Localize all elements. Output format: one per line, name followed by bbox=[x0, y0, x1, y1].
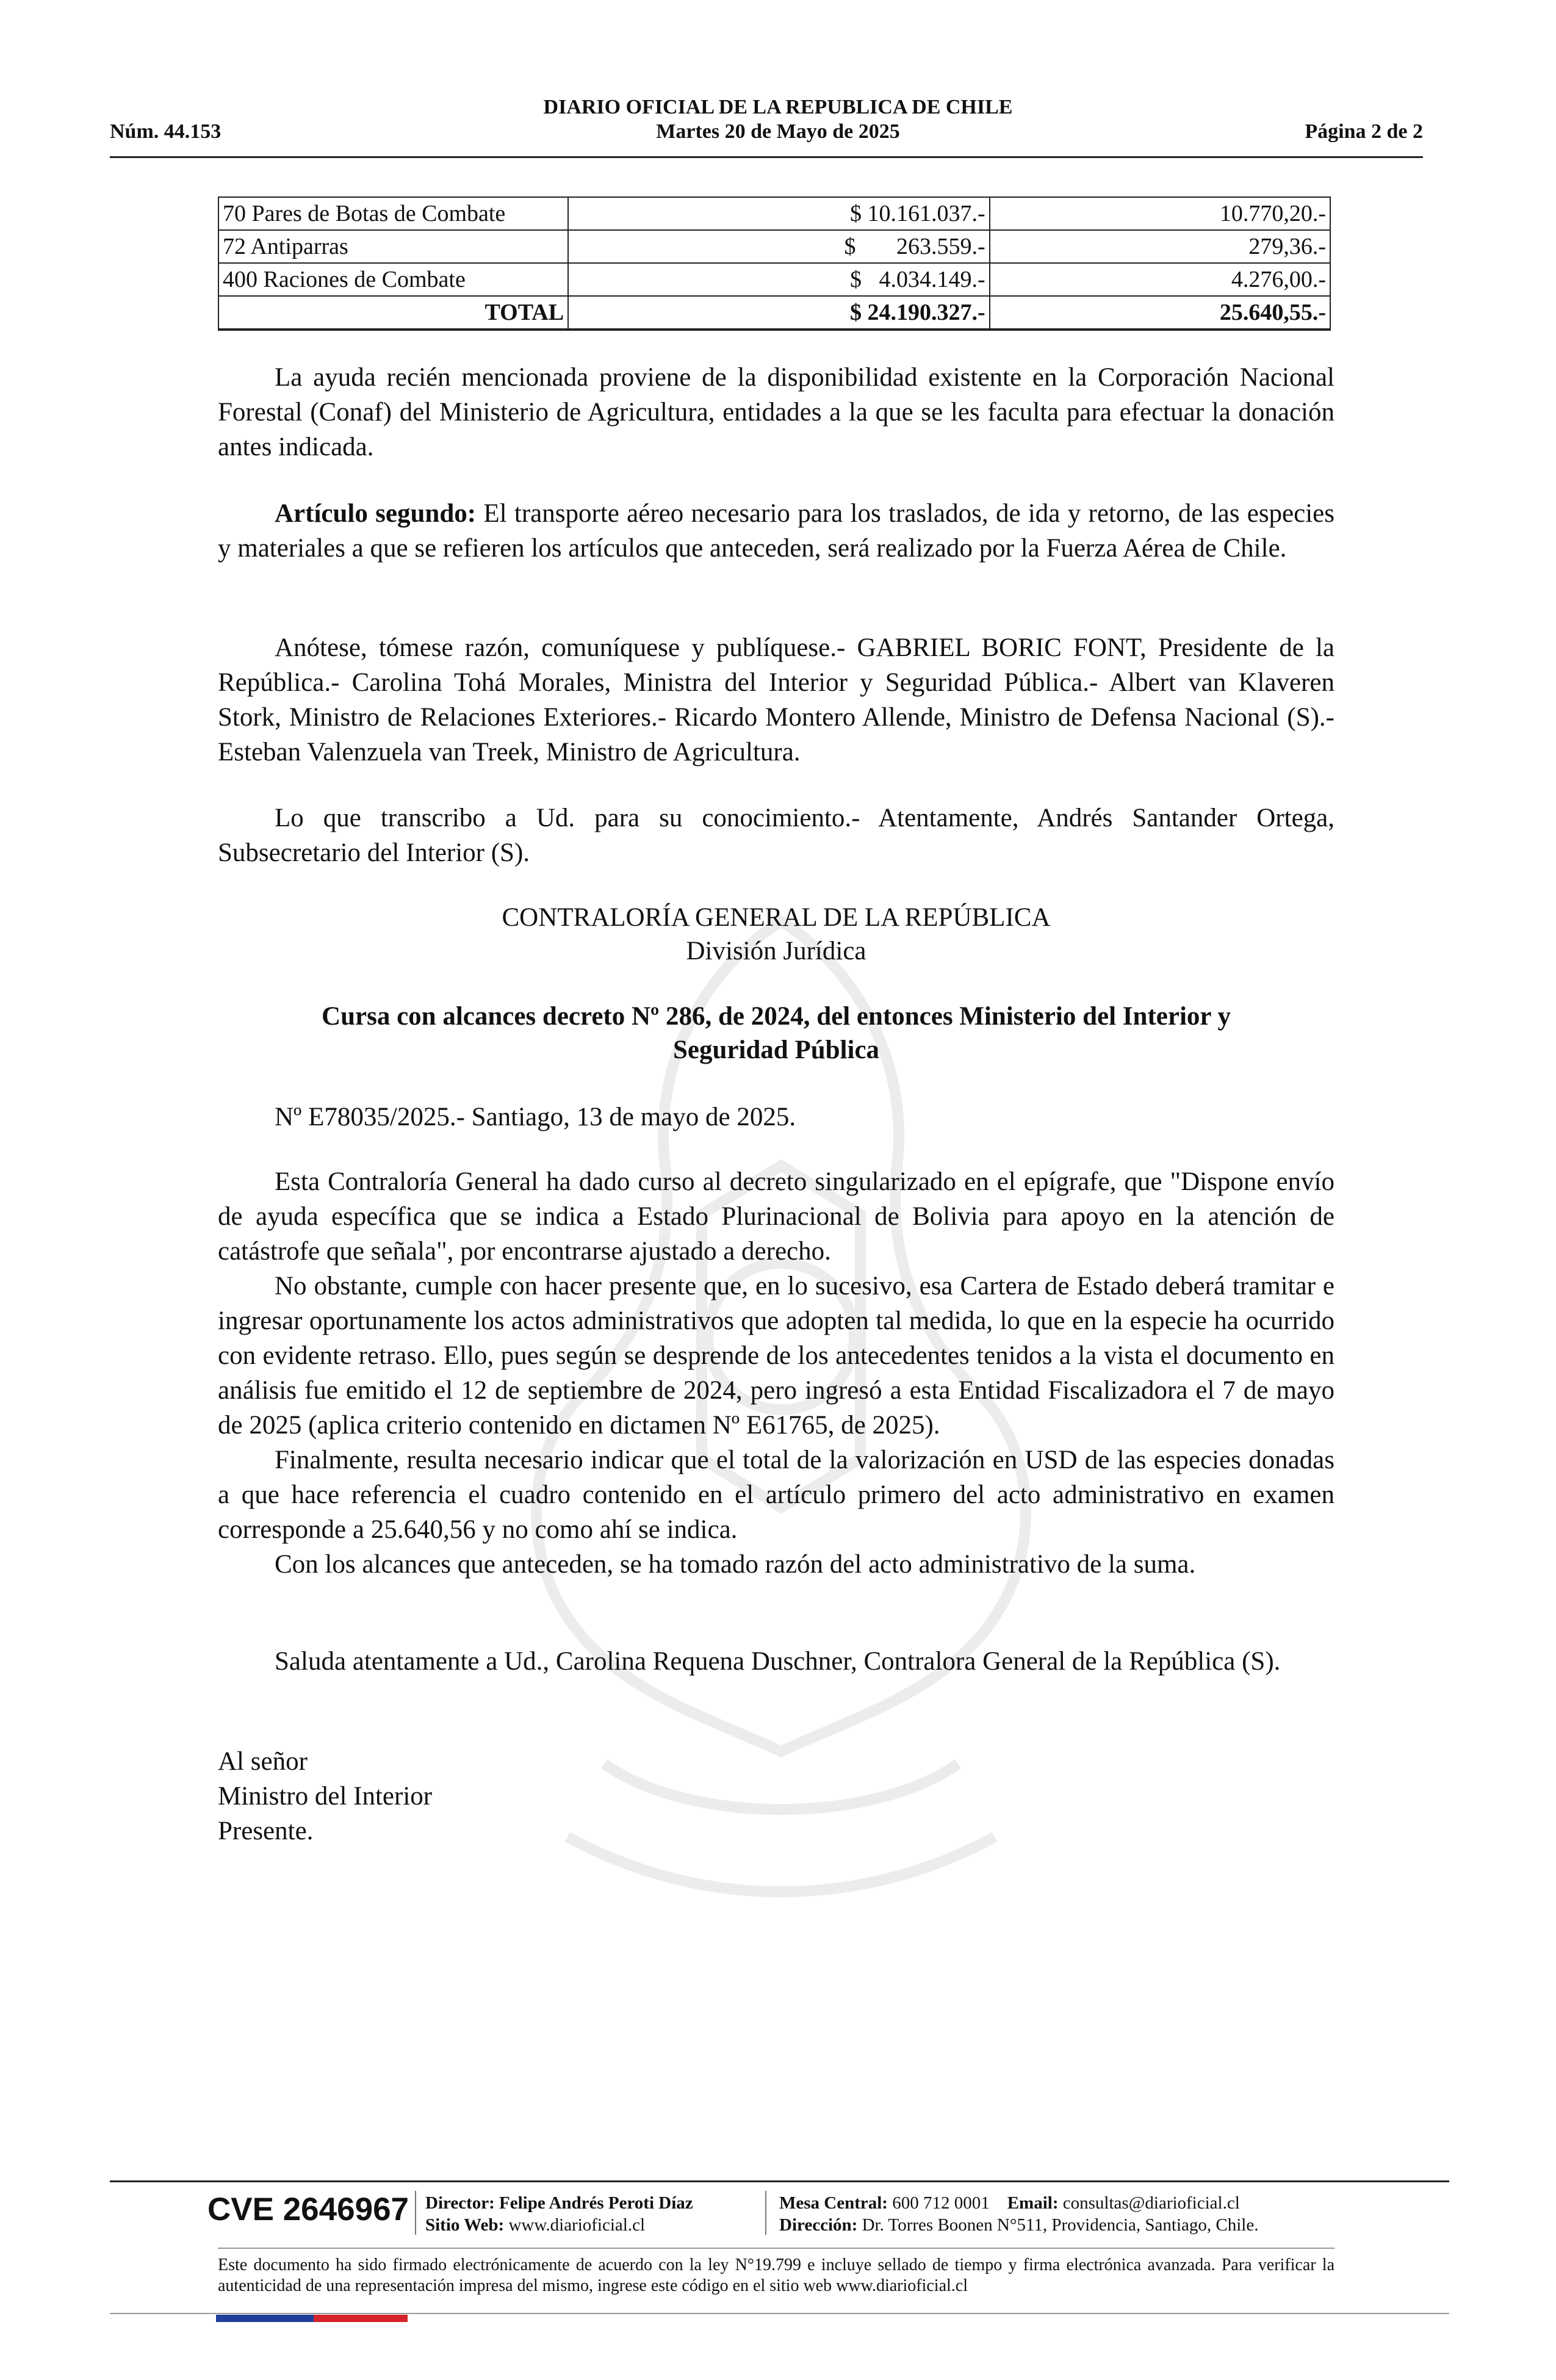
footer-divider bbox=[765, 2191, 766, 2235]
paragraph-transcription bbox=[218, 801, 1334, 870]
flag-stripe-blue bbox=[216, 2315, 314, 2322]
flag-stripe-red bbox=[314, 2315, 408, 2322]
paragraph-article-two bbox=[218, 496, 1334, 566]
reference-line bbox=[218, 1100, 1334, 1134]
article-text: El transporte aéreo necesario para los traslados, de ida y retorno, de las especies y materiales a que se refieren los artículos que anteceden, será realizado por la Fuerza Aérea de Chile. bbox=[218, 499, 1334, 563]
paragraph-text: La ayuda recién mencionada proviene de la disponibilidad existente en la Corporación Nacional Forestal (Conaf) del Ministerio de Agricultura, entidades a la que se les faculta para efectuar la donación antes indicada. bbox=[218, 363, 1334, 461]
page-number: Página 2 de 2 bbox=[1305, 120, 1423, 143]
address-label: Dirección: bbox=[779, 2215, 858, 2235]
footer-director-block bbox=[425, 2192, 693, 2236]
legal-notice: Este documento ha sido firmado electrónicamente de acuerdo con la ley N°19.799 e incluye sellado de tiempo y firma electrónica avanzada. Para verificar la autenticidad de una representación impresa del mismo, ingrese este código en el sitio web www.diarioficial.cl bbox=[218, 2256, 1334, 2295]
usd-cell: 10.770,20.- bbox=[990, 197, 1330, 230]
paragraph-decree bbox=[218, 1164, 1334, 1582]
item-cell: 72 Antiparras bbox=[218, 230, 568, 263]
section-heading-line1: Cursa con alcances decreto Nº 286, de 2024, del entonces Ministerio del Interior y bbox=[322, 1002, 1231, 1031]
clp-cell: $ 4.034.149.- bbox=[568, 263, 990, 296]
paragraph-text: Finalmente, resulta necesario indicar que el total de la valorización en USD de las especies donadas a que hace referencia el cuadro contenido en el artículo primero del acto administrativo en examen corresponde a 25.640,56 y no como ahí se indica. bbox=[218, 1446, 1334, 1544]
header-rule bbox=[110, 156, 1423, 158]
director-name: Felipe Andrés Peroti Díaz bbox=[499, 2193, 693, 2213]
paragraph-text: Esta Contraloría General ha dado curso al decreto singularizado en el epígrafe, que "Dispone envío de ayuda específica que se indica a Estado Plurinacional de Bolivia para apoyo en la atención de catástrofe que señala", por encontrarse ajustado a derecho. bbox=[218, 1167, 1334, 1266]
donation-table bbox=[218, 197, 1331, 331]
total-usd: 25.640,55.- bbox=[990, 296, 1330, 330]
paragraph-closing bbox=[218, 1644, 1334, 1679]
footer-rule-top bbox=[110, 2180, 1449, 2182]
paragraph-signatories bbox=[218, 630, 1334, 770]
usd-cell: 279,36.- bbox=[990, 230, 1330, 263]
site-link[interactable]: www.diarioficial.cl bbox=[508, 2215, 646, 2235]
footer-rule-bottom bbox=[110, 2313, 1449, 2314]
item-cell: 400 Raciones de Combate bbox=[218, 263, 568, 296]
cve-code: CVE 2646967 bbox=[207, 2191, 409, 2227]
paragraph-text: Lo que transcribo a Ud. para su conocimiento.- Atentamente, Andrés Santander Ortega, Subsecretario del Interior (S). bbox=[218, 804, 1334, 867]
addressee-line: Presente. bbox=[218, 1817, 314, 1845]
table-row bbox=[218, 197, 1330, 230]
address-value: Dr. Torres Boonen N°511, Providencia, Santiago, Chile. bbox=[862, 2215, 1259, 2235]
mesa-label: Mesa Central: bbox=[779, 2193, 888, 2213]
table-row bbox=[218, 263, 1330, 296]
email-link[interactable]: consultas@diarioficial.cl bbox=[1062, 2193, 1240, 2213]
issue-number: Núm. 44.153 bbox=[110, 120, 222, 143]
footer-divider bbox=[415, 2191, 416, 2235]
usd-cell: 4.276,00.- bbox=[990, 263, 1330, 296]
clp-cell: $ 263.559.- bbox=[568, 230, 990, 263]
total-label: TOTAL bbox=[218, 296, 568, 330]
paragraph-text: Con los alcances que anteceden, se ha tomado razón del acto administrativo de la suma. bbox=[275, 1550, 1196, 1579]
paragraph-funding bbox=[218, 360, 1334, 464]
table-total-row bbox=[218, 296, 1330, 330]
clp-cell: $ 10.161.037.- bbox=[568, 197, 990, 230]
footer-contact-block bbox=[779, 2192, 1258, 2236]
section-heading-line2: Seguridad Pública bbox=[672, 1036, 880, 1064]
reference-text: Nº E78035/2025.- Santiago, 13 de mayo de 2025. bbox=[275, 1103, 796, 1131]
director-label: Director: bbox=[425, 2193, 495, 2213]
org-division: División Jurídica bbox=[686, 937, 866, 965]
email-label: Email: bbox=[1007, 2193, 1059, 2213]
table-row bbox=[218, 230, 1330, 263]
issue-date: Martes 20 de Mayo de 2025 bbox=[656, 120, 900, 143]
paragraph-text: Anótese, tómese razón, comuníquese y publíquese.- GABRIEL BORIC FONT, Presidente de la República.- Carolina Tohá Morales, Ministra del Interior y Seguridad Pública.- Albert van Klaveren Stork, Ministro de Relaciones Exteriores.- Ricardo Montero Allende, Ministro de Defensa Nacional (S).- Esteban Valenzuela van Treek, Ministro de Agricultura. bbox=[218, 633, 1334, 766]
addressee-line: Al señor bbox=[218, 1747, 308, 1776]
org-name: CONTRALORÍA GENERAL DE LA REPÚBLICA bbox=[502, 903, 1051, 932]
item-cell: 70 Pares de Botas de Combate bbox=[218, 197, 568, 230]
article-label: Artículo segundo: bbox=[275, 499, 477, 528]
paragraph-text: No obstante, cumple con hacer presente que, en lo sucesivo, esa Cartera de Estado deberá tramitar e ingresar oportunamente los actos administrativos que adopten tal medida, lo que en la especie ha ocurrido con evidente retraso. Ello, pues según se desprende de los antecedentes tenidos a la vista el documento en análisis fue emitido el 12 de septiembre de 2024, pero ingresó a esta Entidad Fiscalizadora el 7 de mayo de 2025 (aplica criterio contenido en dictamen Nº E61765, de 2025). bbox=[218, 1272, 1334, 1440]
paragraph-text: Saluda atentamente a Ud., Carolina Requena Duschner, Contralora General de la República (S). bbox=[275, 1647, 1281, 1676]
gazette-title: DIARIO OFICIAL DE LA REPUBLICA DE CHILE bbox=[543, 96, 1013, 118]
total-clp: $ 24.190.327.- bbox=[568, 296, 990, 330]
mesa-phone: 600 712 0001 bbox=[892, 2193, 990, 2213]
addressee-line: Ministro del Interior bbox=[218, 1782, 433, 1811]
site-label: Sitio Web: bbox=[425, 2215, 505, 2235]
addressee-block bbox=[218, 1744, 1334, 1848]
footer-rule-mid bbox=[218, 2248, 1334, 2249]
